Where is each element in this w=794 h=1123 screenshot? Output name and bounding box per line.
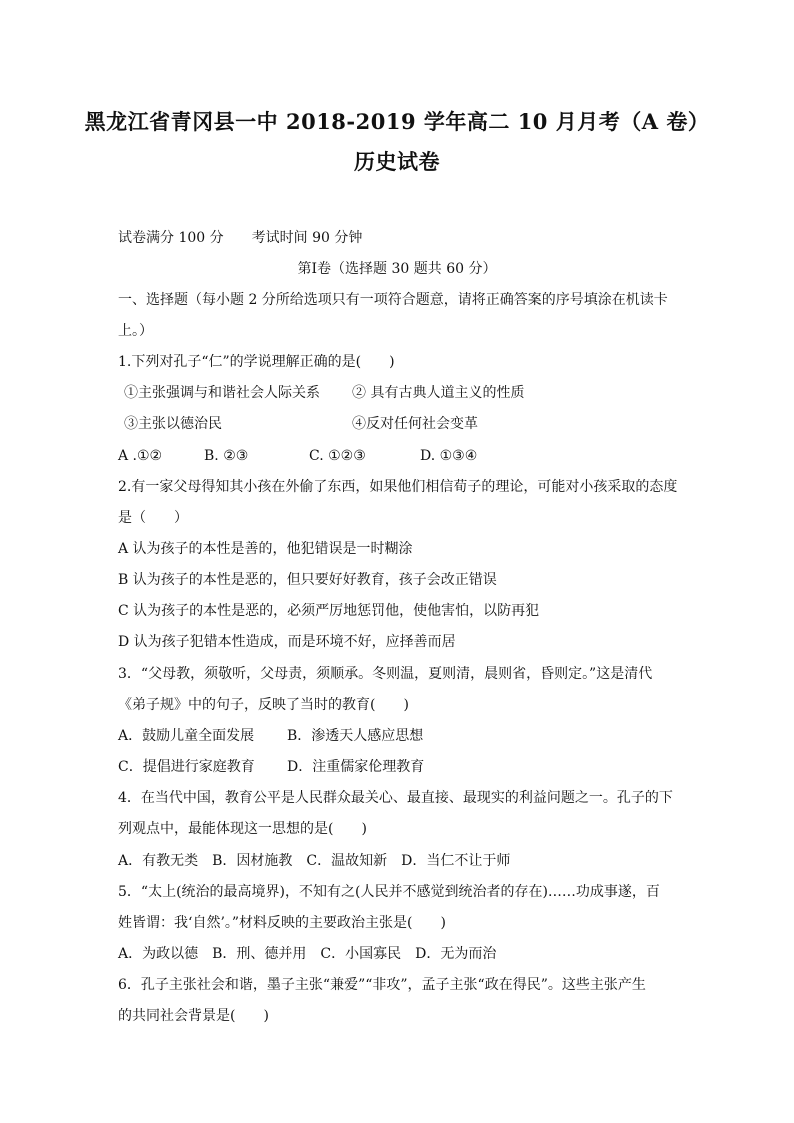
question-1-option-c: C. ①②③	[309, 448, 366, 464]
question-3-option-a: A．鼓励儿童全面发展	[118, 728, 255, 744]
question-2-stem: 2.有一家父母得知其小孩在外偷了东西，如果他们相信荀子的理论，可能对小孩采取的态度	[118, 479, 678, 495]
question-3-option-b: B．渗透天人感应思想	[287, 728, 424, 744]
question-3-option-d: D．注重儒家伦理教育	[287, 759, 425, 775]
question-1-item-3: ③主张以德治民	[124, 416, 222, 432]
exam-title: 黑龙江省青冈县一中 2018-2019 学年高二 10 月月考（A 卷）	[84, 109, 710, 134]
question-4-stem: 4．在当代中国，教育公平是人民群众最关心、最直接、最现实的利益问题之一。孔子的下	[118, 790, 673, 806]
section-instruction-cont: 上。）	[118, 323, 153, 339]
question-4-options: A．有教无类 B．因材施教 C．温故知新 D．当仁不让于师	[118, 853, 511, 869]
question-3-stem: 3．“父母教，须敬听，父母责，须顺承。冬则温，夏则清，晨则省，昏则定。”这是清代	[118, 666, 653, 682]
question-1-stem: 1.下列对孔子“仁”的学说理解正确的是( )	[118, 354, 395, 370]
question-2-option-b: B 认为孩子的本性是恶的，但只要好好教育，孩子会改正错误	[118, 572, 497, 588]
question-5-stem: 5．“太上(统治的最高境界)，不知有之(人民并不感觉到统治者的存在)……功成事遂，百	[118, 884, 660, 900]
question-1-item-1: ①主张强调与和谐社会人际关系	[124, 385, 320, 401]
question-1-option-d: D. ①③④	[420, 448, 478, 464]
question-6-stem-cont: 的共同社会背景是( )	[118, 1008, 269, 1024]
question-1-item-4: ④反对任何社会变革	[352, 416, 478, 432]
score-time-info: 试卷满分 100 分 考试时间 90 分钟	[118, 230, 363, 246]
question-6-stem: 6．孔子主张社会和谐，墨子主张“兼爱”“非攻”，孟子主张“政在得民”。这些主张产生	[118, 977, 646, 993]
question-2-option-d: D 认为孩子犯错本性造成，而是环境不好，应择善而居	[118, 634, 456, 650]
subject-title: 历史试卷	[354, 149, 440, 174]
question-1-option-a: A .①②	[118, 448, 163, 464]
part-title: 第Ⅰ卷（选择题 30 题共 60 分）	[297, 261, 497, 277]
question-3-option-c: C．提倡进行家庭教育	[118, 759, 255, 775]
question-2-option-c: C 认为孩子的本性是恶的，必须严厉地惩罚他，使他害怕，以防再犯	[118, 603, 540, 619]
question-1-option-b: B. ②③	[204, 448, 249, 464]
section-instruction: 一、选择题（每小题 2 分所给选项只有一项符合题意，请将正确答案的序号填涂在机读卡	[118, 292, 668, 308]
question-3-stem-cont: 《弟子规》中的句子，反映了当时的教育( )	[118, 697, 409, 713]
question-2-option-a: A 认为孩子的本性是善的，他犯错误是一时糊涂	[118, 541, 413, 557]
question-2-stem-cont: 是（ ）	[118, 510, 188, 526]
question-5-options: A．为政以德 B．刑、德并用 C．小国寡民 D．无为而治	[118, 946, 497, 962]
question-4-stem-cont: 列观点中，最能体现这一思想的是( )	[118, 821, 367, 837]
question-1-item-2: ② 具有古典人道主义的性质	[352, 385, 525, 401]
question-5-stem-cont: 姓皆谓：我‘自然’。”材料反映的主要政治主张是( )	[118, 915, 446, 931]
